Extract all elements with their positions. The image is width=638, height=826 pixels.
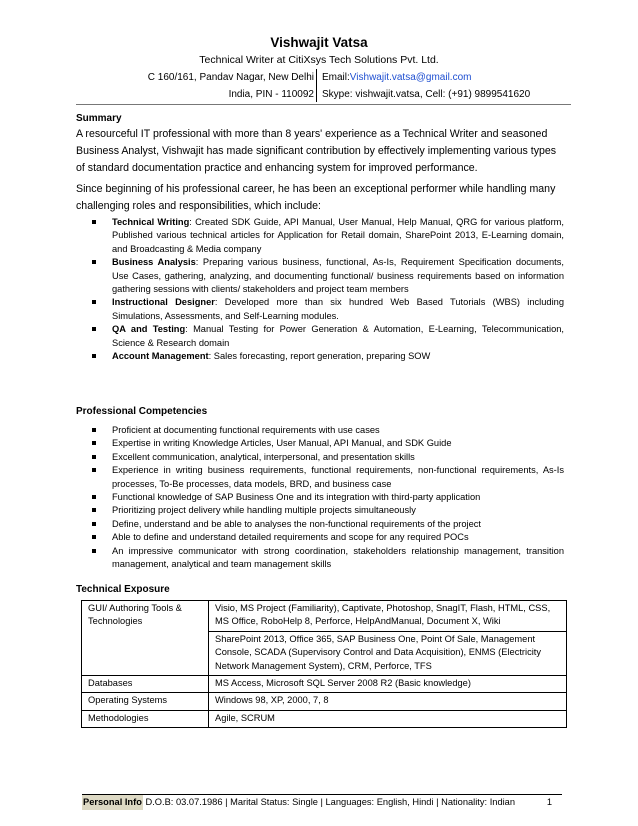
contact-block [76, 69, 596, 105]
list-item: QA and Testing: Manual Testing for Power Generation & Automation, E-Learning, Telecommunication, Science & Research domain [90, 323, 564, 350]
email-line [322, 69, 530, 86]
table-cell-value: SharePoint 2013, Office 365, SAP Business One, Point Of Sale, Management Console, SCADA (Supervisory Control and Data Acquisition), ENMS (Electricity Network Management System), CRM, Perforce, TFS [209, 631, 567, 675]
page-number: 1 [546, 797, 552, 807]
competencies-title: Professional Competencies [76, 406, 208, 417]
personal-info-text: D.O.B: 03.07.1986 | Marital Status: Single | Languages: English, Hindi | Nationality: Indian [145, 797, 516, 807]
bullet-icon [92, 260, 96, 264]
table-cell-value: MS Access, Microsoft SQL Server 2008 R2 (Basic knowledge) [209, 676, 567, 693]
bullet-icon [92, 327, 96, 331]
list-item: Proficient at documenting functional requirements with use cases [90, 424, 564, 437]
table-row [82, 676, 567, 693]
personal-info-label: Personal Info [82, 795, 143, 810]
list-item: Business Analysis: Preparing various business, functional, As-Is, Requirement Specification documents, Use Cases, gathering, analyzing, and documenting functional/ business requirements based on information gathering sessions with clients/ stakeholders and project team members [90, 256, 564, 296]
bullet-icon [92, 522, 96, 526]
list-item: Functional knowledge of SAP Business One and its integration with third-party application [90, 491, 564, 504]
list-item: Able to define and understand detailed requirements and scope for any required POCs [90, 531, 564, 544]
table-cell-value: Windows 98, XP, 2000, 7, 8 [209, 693, 567, 710]
skype-phone-line: Skype: vishwajit.vatsa, Cell: (+91) 9899541620 [322, 89, 531, 100]
table-cell-label: Databases [82, 676, 209, 693]
summary-paragraph-2: Since beginning of his professional career, he has been an exceptional performer while handling many challenging roles and responsibilities, which include: [76, 183, 556, 212]
address [148, 69, 314, 103]
bullet-icon [92, 549, 96, 553]
summary-paragraph-1: A resourceful IT professional with more than 8 years' experience as a Technical Writer and seasoned Business Analyst, Vishwajit has made significant contribution by effectively implementing various types of standard documentation practice and enhancing system for improved performance. [76, 128, 557, 174]
bullet-icon [92, 508, 96, 512]
bullet-icon [92, 535, 96, 539]
bullet-icon [92, 428, 96, 432]
table-row [82, 710, 567, 727]
bullet-icon [92, 220, 96, 224]
competencies-list [90, 424, 564, 571]
table-cell-value: Agile, SCRUM [209, 710, 567, 727]
address-line-2: India, PIN - 110092 [228, 89, 314, 100]
summary-title: Summary [76, 113, 122, 124]
bullet-icon [92, 354, 96, 358]
list-item: Define, understand and be able to analyses the non-functional requirements of the project [90, 518, 564, 531]
list-item: Technical Writing: Created SDK Guide, API Manual, User Manual, Help Manual, QRG for various platform, Published various technical articles for Application for Retail domain, SharePoint 2013, E-Learning domain, and Broadcasting & Media company [90, 216, 564, 256]
contact-details [322, 69, 530, 103]
candidate-name: Vishwajit Vatsa [270, 35, 368, 50]
list-item: Instructional Designer: Developed more than six hundred Web Based Tutorials (WBS) including Simulations, Assessments, and Self-Learning modules. [90, 296, 564, 323]
list-item: Account Management: Sales forecasting, report generation, preparing SOW [90, 350, 564, 363]
technical-exposure-table [81, 600, 567, 728]
table-row [82, 693, 567, 710]
header-rule [76, 104, 571, 105]
list-item: Experience in writing business requirements, functional requirements, non-functional requirements, As-Is processes, To-Be processes, data models, BRD, and business case [90, 464, 564, 491]
list-item: Expertise in writing Knowledge Articles, User Manual, API Manual, and SDK Guide [90, 437, 564, 450]
email-link[interactable]: Vishwajit.vatsa@gmail.com [349, 72, 472, 83]
contact-divider [316, 69, 317, 102]
list-item: Excellent communication, analytical, interpersonal, and presentation skills [90, 451, 564, 464]
bullet-icon [92, 441, 96, 445]
bullet-icon [92, 468, 96, 472]
list-item: An impressive communicator with strong coordination, stakeholders relationship management, transition management, analytical and team management skills [90, 545, 564, 572]
table-cell-label: Methodologies [82, 710, 209, 727]
table-cell-label: Operating Systems [82, 693, 209, 710]
resume-header [0, 35, 638, 66]
table-cell-label: GUI/ Authoring Tools & Technologies [82, 601, 209, 676]
bullet-icon [92, 495, 96, 499]
bullet-icon [92, 300, 96, 304]
email-label: Email: [322, 72, 350, 83]
bullet-icon [92, 455, 96, 459]
address-line-1: C 160/161, Pandav Nagar, New Delhi [147, 72, 314, 83]
table-row [82, 601, 567, 632]
table-cell-value: Visio, MS Project (Familiarity), Captivate, Photoshop, SnagIT, Flash, HTML, CSS, MS Office, RoboHelp 8, Perforce, HelpAndManual, Document X, Wiki [209, 601, 567, 632]
page-footer [82, 794, 562, 810]
current-role: Technical Writer at CitiXsys Tech Solutions Pvt. Ltd. [199, 54, 439, 66]
list-item: Prioritizing project delivery while handling multiple projects simultaneously [90, 504, 564, 517]
technical-exposure-title: Technical Exposure [76, 584, 170, 595]
responsibility-list [90, 216, 564, 363]
